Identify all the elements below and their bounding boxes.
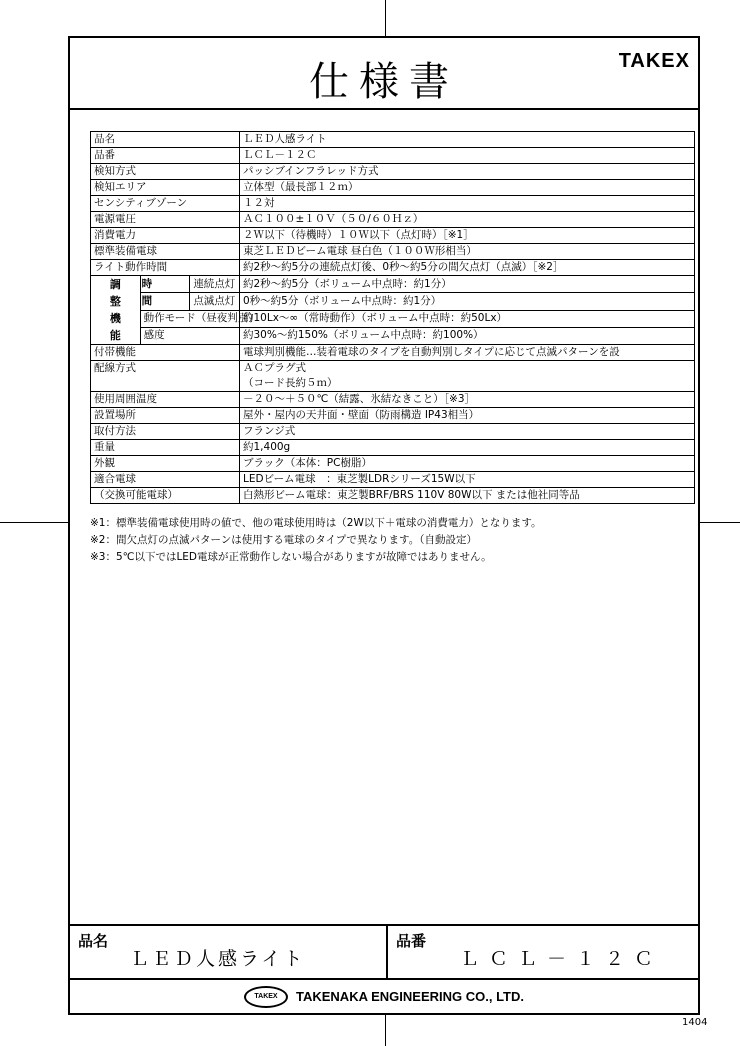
spec-label: 標準装備電球 <box>91 244 240 260</box>
spec-label: 配線方式 <box>91 361 240 392</box>
table-row <box>91 327 695 344</box>
spec-label: 動作モード（昼夜判別） <box>140 310 239 327</box>
table-row <box>91 424 695 440</box>
spec-label: 連続点灯 <box>190 276 240 293</box>
table-row <box>91 293 695 310</box>
adjust-char: 機 <box>109 312 121 325</box>
crop-mark-left <box>0 522 68 523</box>
spec-label: センシティブゾーン <box>91 196 240 212</box>
product-number-value: ＬＣＬ－１２Ｃ <box>460 948 664 970</box>
spec-value: 0秒～約5分（ボリューム中点時：約1分） <box>240 293 695 310</box>
spec-value: LEDビーム電球 ：東芝製LDRシリーズ15W以下 <box>240 472 695 488</box>
time-char: 時 <box>140 276 190 293</box>
table-row <box>91 408 695 424</box>
spec-label: 重量 <box>91 440 240 456</box>
spec-label: 品番 <box>91 148 240 164</box>
spec-label: 使用周囲温度 <box>91 392 240 408</box>
crop-mark-right <box>700 522 740 523</box>
spec-label: 品名 <box>91 132 240 148</box>
company-line <box>70 980 698 1013</box>
spec-value: 東芝ＬＥＤビーム電球 昼白色（１００Ｗ形相当） <box>240 244 695 260</box>
spec-value: ＬＥＤ人感ライト <box>240 132 695 148</box>
spec-value: ブラック（本体：PC樹脂） <box>240 456 695 472</box>
footnote: ※1：標準装備電球使用時の値で、他の電球使用時は（2W以下＋電球の消費電力）となります。 <box>90 517 542 529</box>
title-block <box>70 924 698 1015</box>
spec-label: 電源電圧 <box>91 212 240 228</box>
spec-value-line: （コード長約５ｍ） <box>243 377 338 389</box>
spec-value: 約1,400g <box>240 440 695 456</box>
spec-label: 取付方法 <box>91 424 240 440</box>
spec-value: 立体型（最長部１２ｍ） <box>240 180 695 196</box>
spec-label: （交換可能電球） <box>91 488 240 504</box>
title-row <box>70 38 698 110</box>
spec-label: 感度 <box>140 327 239 344</box>
table-row <box>91 456 695 472</box>
company-logo: TAKEX <box>244 986 288 1008</box>
adjust-char: 調 <box>109 278 121 291</box>
table-row <box>91 472 695 488</box>
footnote: ※2：間欠点灯の点滅パターンは使用する電球のタイプで異なります。（自動設定） <box>90 534 477 546</box>
table-row <box>91 180 695 196</box>
brand-logo: TAKEX <box>618 50 690 72</box>
spec-label: 付帯機能 <box>91 345 240 361</box>
spec-value: ＡＣ１００±１０Ｖ（５０/６０Ｈｚ） <box>240 212 695 228</box>
spec-value: パッシブインフラレッド方式 <box>240 164 695 180</box>
product-name-label: 品名 <box>78 932 109 950</box>
table-row <box>91 196 695 212</box>
spec-value: 約30%～約150%（ボリューム中点時：約100%） <box>240 327 695 344</box>
spec-label: 検知エリア <box>91 180 240 196</box>
crop-mark-bottom <box>385 1015 386 1046</box>
spec-sheet-frame <box>68 36 700 1015</box>
document-code: 1404 <box>682 1017 708 1028</box>
table-row <box>91 392 695 408</box>
spec-table <box>90 131 695 504</box>
table-row <box>91 244 695 260</box>
footnote: ※3：5℃以下ではLED電球が正常動作しない場合がありますが故障ではありません。 <box>90 551 492 563</box>
spec-label: 消費電力 <box>91 228 240 244</box>
table-row <box>91 276 695 293</box>
spec-label: 適合電球 <box>91 472 240 488</box>
spec-value: フランジ式 <box>240 424 695 440</box>
table-row <box>91 212 695 228</box>
adjust-char: 能 <box>109 329 121 342</box>
spec-value: 白熱形ビーム電球：東芝製BRF/BRS 110V 80W以下 または他社同等品 <box>240 488 695 504</box>
table-row <box>91 345 695 361</box>
table-row <box>91 260 695 276</box>
spec-label: 点滅点灯 <box>190 293 240 310</box>
table-row <box>91 132 695 148</box>
spec-label: ライト動作時間 <box>91 260 240 276</box>
product-number-cell <box>388 926 698 980</box>
adjust-group-label <box>91 276 141 345</box>
table-row <box>91 148 695 164</box>
product-name-value: ＬＥＤ人感ライト <box>130 948 306 970</box>
product-number-label: 品番 <box>396 932 427 950</box>
time-char: 間 <box>140 293 190 310</box>
product-name-cell <box>70 926 388 980</box>
table-row <box>91 164 695 180</box>
table-row <box>91 440 695 456</box>
adjust-char: 整 <box>109 295 121 308</box>
spec-label: 設置場所 <box>91 408 240 424</box>
table-row <box>91 488 695 504</box>
spec-value: 約10Lx～∞（常時動作）（ボリューム中点時：約50Lx） <box>240 310 695 327</box>
spec-value: 約2秒～約5分（ボリューム中点時：約1分） <box>240 276 695 293</box>
spec-value: 屋外・屋内の天井面・壁面（防雨構造 IP43相当） <box>240 408 695 424</box>
company-name: TAKENAKA ENGINEERING CO., LTD. <box>296 989 524 1004</box>
spec-label: 外観 <box>91 456 240 472</box>
table-row <box>91 361 695 392</box>
spec-value: －２０～＋５０℃（結露、氷結なきこと）［※3］ <box>240 392 695 408</box>
spec-value <box>240 361 695 392</box>
spec-value: 約2秒～約5分の連続点灯後、0秒～約5分の間欠点灯（点滅）［※2］ <box>240 260 695 276</box>
footnotes <box>90 515 695 566</box>
table-row <box>91 228 695 244</box>
spec-value-line: ＡＣプラグ式 <box>243 362 306 374</box>
spec-value: ＬＣＬ－１２Ｃ <box>240 148 695 164</box>
spec-value: 電球判別機能…装着電球のタイプを自動判別しタイプに応じて点滅パターンを設 <box>240 345 695 361</box>
page-title: 仕様書 <box>309 59 459 105</box>
spec-label: 検知方式 <box>91 164 240 180</box>
spec-value: ２Ｗ以下（待機時）１０Ｗ以下（点灯時）［※1］ <box>240 228 695 244</box>
crop-mark-top <box>385 0 386 36</box>
table-row <box>91 310 695 327</box>
spec-value: １２対 <box>240 196 695 212</box>
